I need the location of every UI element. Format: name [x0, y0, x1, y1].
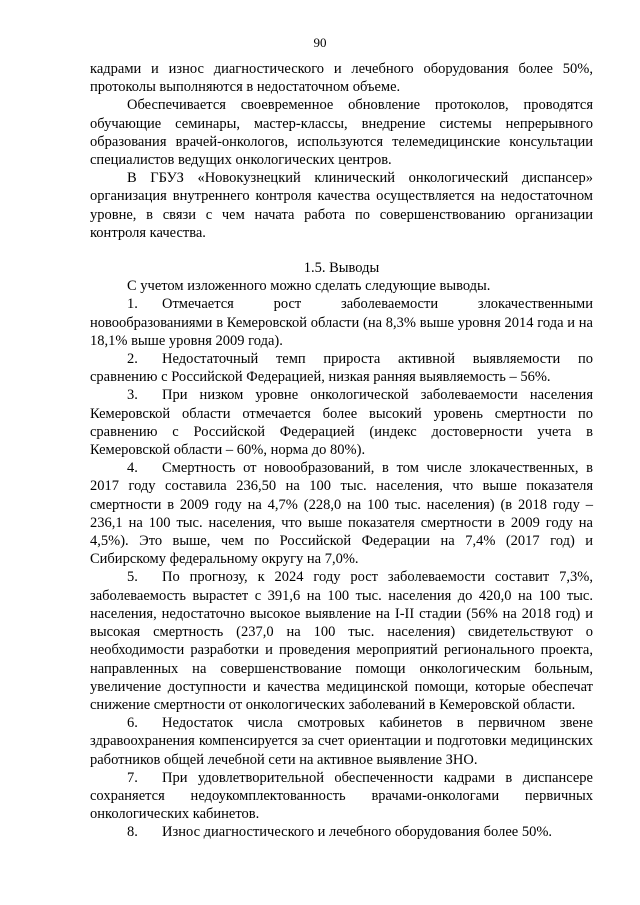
- document-body: [90, 60, 593, 842]
- paragraph: Обеспечивается своевременное обновление протоколов, проводятся обучающие семинары, мастер-классы, внедрение системы непрерывного образования врачей-онкологов, используются телемедицинские консультации специалистов ведущих онкологических центров.: [90, 97, 593, 169]
- item-text: Недостаточный темп прироста активной выявляемости по сравнению с Российской Федерацией, низкая ранняя выявляемость – 56%.: [90, 351, 593, 386]
- conclusion-item-8: [90, 823, 593, 841]
- item-text: Недостаток числа смотровых кабинетов в первичном звене здравоохранения компенсируется за счет ориентации и подготовки медицинских работников общей лечебной сети на активное выявление ЗНО.: [90, 715, 593, 768]
- item-number: 3.: [127, 387, 138, 404]
- item-text: При низком уровне онкологической заболеваемости населения Кемеровской области отмечается более высокий уровень смертности по сравнению с Российской Федерацией (индекс достоверности учета в Кемеровской области – 60%, норма до 80%).: [90, 387, 593, 459]
- item-number: 6.: [127, 715, 138, 732]
- item-text: При удовлетворительной обеспеченности кадрами в диспансере сохраняется недоукомплектованность врачами-онкологами первичных онкологических кабинетов.: [90, 769, 593, 823]
- conclusion-item-4: [90, 459, 593, 568]
- item-text: Износ диагностического и лечебного оборудования более 50%.: [162, 824, 553, 841]
- item-number: 5.: [127, 569, 138, 586]
- page-number: 90: [313, 35, 327, 50]
- item-number: 8.: [127, 824, 138, 841]
- section-heading: 1.5. Выводы: [303, 260, 380, 277]
- paragraph: В ГБУЗ «Новокузнецкий клинический онкологический диспансер» организация внутреннего контроля качества осуществляется на недостаточном уровне, в связи с чем начата работа по совершенствованию организации контроля качества.: [90, 170, 593, 241]
- item-number: 2.: [127, 351, 138, 368]
- paragraph-continued: кадрами и износ диагностического и лечебного оборудования более 50%, протоколы выполняются в недостаточном объеме.: [90, 61, 593, 96]
- item-text: Отмечается рост заболеваемости злокачественными новообразованиями в Кемеровской области (на 8,3% выше уровня 2014 года и на 18,1% выше уровня 2009 года).: [90, 296, 593, 349]
- item-text: Смертность от новообразований, в том числе злокачественных, в 2017 году составила 236,50 на 100 тыс. населения, что выше показателя смертности в 2009 году на 4,7% (228,0 на 100 тыс. населения) (в 2018 году – 236,1 на 100 тыс. населения, что выше показателя смертности в 2009 году на 4,5%). Это выше, чем по Российской Федерации на 7,4% (2017 год) и Сибирскому федеральному округу на 7,0%.: [90, 460, 593, 568]
- conclusion-item-3: [90, 386, 593, 459]
- conclusion-item-1: [90, 295, 593, 350]
- item-number: 4.: [127, 460, 138, 477]
- item-number: 1.: [127, 296, 138, 313]
- section-intro: С учетом изложенного можно сделать следующие выводы.: [127, 278, 491, 295]
- conclusion-item-7: [90, 769, 593, 824]
- item-number: 7.: [127, 769, 138, 786]
- conclusion-item-5: [90, 568, 593, 714]
- conclusion-item-6: [90, 714, 593, 769]
- conclusion-item-2: [90, 350, 593, 386]
- item-text: По прогнозу, к 2024 году рост заболеваемости составит 7,3%, заболеваемость вырастет с 391,6 на 100 тыс. населения до 420,0 на 100 тыс. населения, недостаточно высокое выявление на I-II стадии (56% на 2018 год) и высокая смертность (237,0 на 100 тыс. населения) свидетельствуют о необходимости разработки и проведения мероприятий регионального проекта, направленных на совершенствование помощи онкологическим больным, увеличение доступности и качества медицинской помощи, которые обеспечат снижение смертности от онкологических заболеваний в Кемеровской области.: [90, 569, 593, 713]
